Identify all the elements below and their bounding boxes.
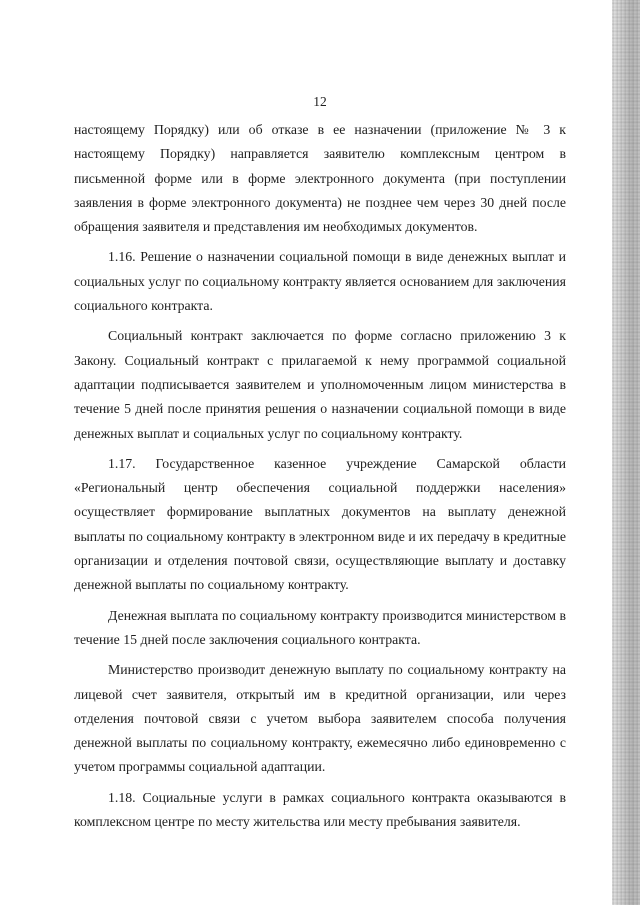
paragraph-payment-method: Министерство производит денежную выплату по социальному контракту на лицевой счет заявителя, открытый им в кредитной организации, или через отделения почтовой связи с учетом выбора заявителем способа получения денежной выплаты по социальному контракту, ежемесячно либо единовременно с учетом программы социальной адаптации. [74,662,566,775]
paragraph-payment-timing: Денежная выплата по социальному контракту производится министерством в течение 15 дней после заключения социального контракта. [74,607,566,647]
paragraph-1-18: 1.18. Социальные услуги в рамках социального контракта оказываются в комплексном центре по месту жительства или месту пребывания заявителя. [74,789,566,830]
page-number: 12 [313,94,327,109]
paragraph-continuation: настоящему Порядку) или об отказе в ее назначении (приложение № 3 к настоящему Порядку) направляется заявителю комплексным центром в письменной форме или в форме электронного документа (при поступлении заявления в форме электронного документа) не позднее чем через 30 дней после обращения заявителя и представления им необходимых документов. [74,122,566,235]
paragraph-social-contract-form: Социальный контракт заключается по форме согласно приложению 3 к Закону. Социальный контракт с прилагаемой к нему программой социальной адаптации подписывается заявителем и уполномоченным лицом министерства в течение 5 дней после принятия решения о назначении социальной помощи в виде денежных выплат и социальных услуг по социальному контракту. [74,328,566,441]
paragraph-1-16: 1.16. Решение о назначении социальной помощи в виде денежных выплат и социальных услуг по социальному контракту является основанием для заключения социального контракта. [74,249,566,314]
document-body [74,118,566,840]
paragraph-1-17: 1.17. Государственное казенное учреждение Самарской области «Региональный центр обеспечения социальной поддержки населения» осуществляет формирование выплатных документов на выплату денежной выплаты по социальному контракту в электронном виде и их передачу в кредитные организации и отделения почтовой связи, осуществляющие выплату и доставку денежной выплаты по социальному контракту. [74,455,566,593]
scanned-page-edge [612,0,640,905]
